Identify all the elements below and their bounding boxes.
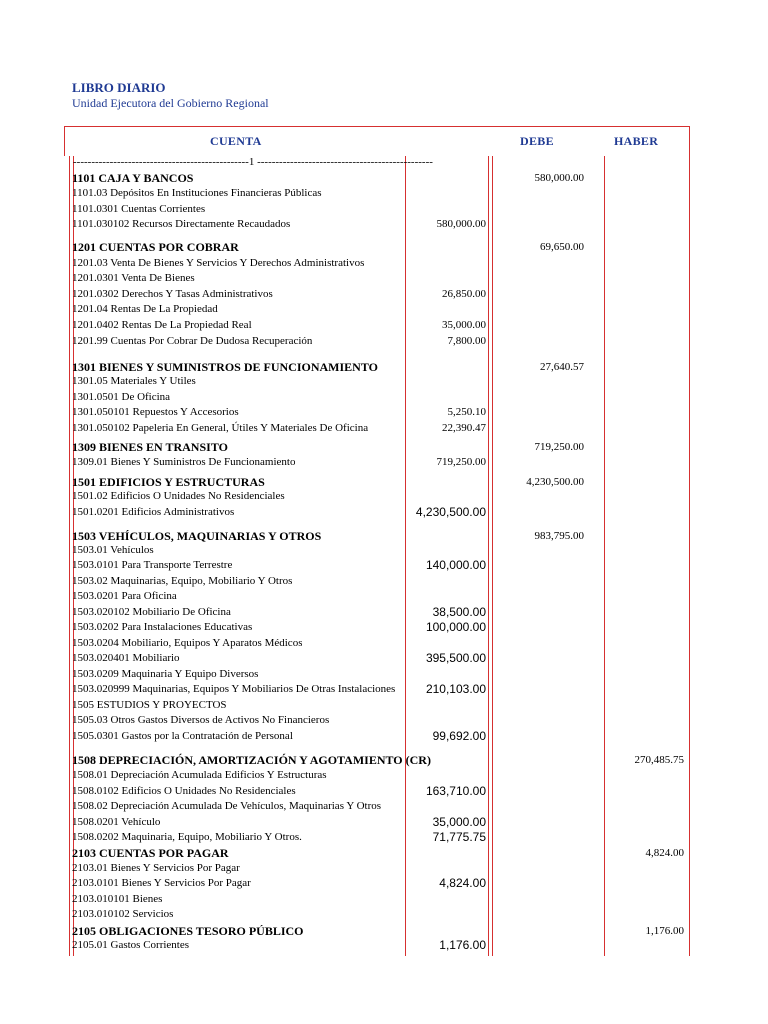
account-description: 1501 EDIFICIOS Y ESTRUCTURAS [72,475,265,489]
partial-amount: 210,103.00 [425,682,486,696]
account-detail-row [72,938,690,953]
account-description: 1503.0202 Para Instalaciones Educativas [72,621,253,633]
account-detail-row [72,682,690,697]
account-description: 1301.05 Materiales Y Utiles [72,375,196,387]
account-detail-row [72,202,690,217]
debe-amount: 719,250.00 [534,441,584,453]
account-detail-row [72,784,690,799]
account-detail-row [72,605,690,620]
partial-amount: 99,692.00 [432,729,486,743]
account-header-row [72,528,690,544]
table-left-border [64,126,65,156]
account-detail-row [72,318,690,333]
account-detail-row [72,421,690,436]
table-top-border [64,126,690,127]
account-detail-row [72,667,690,682]
account-description: 1505.0301 Gastos por la Contratación de Personal [72,730,293,742]
account-detail-row [72,505,690,520]
debe-amount: 69,650.00 [540,241,584,253]
account-header-row [72,439,690,455]
account-description: 1101.030102 Recursos Directamente Recaudados [72,218,291,230]
account-description: 1503.0101 Para Transporte Terrestre [72,559,233,571]
partial-amount: 395,500.00 [425,651,486,665]
account-detail-row [72,815,690,830]
account-detail-row [72,876,690,891]
account-detail-row [72,636,690,651]
partial-amount: 5,250.10 [447,406,486,418]
account-description: 1503.020102 Mobiliario De Oficina [72,606,231,618]
account-detail-row [72,651,690,666]
account-description: 1301.050102 Papeleria En General, Útiles Y Materiales De Oficina [72,422,369,434]
account-description: 1508.02 Depreciación Acumulada De Vehículos, Maquinarias Y Otros [72,800,382,812]
account-detail-row [72,620,690,635]
account-detail-row [72,830,690,845]
account-description: 2103.010102 Servicios [72,908,174,920]
account-description: 1201.03 Venta De Bienes Y Servicios Y Derechos Administrativos [72,257,365,269]
account-description: 2103.010101 Bienes [72,893,163,905]
account-description: 1503.0201 Para Oficina [72,590,177,602]
account-description: 1501.02 Edificios O Unidades No Residenciales [72,490,285,502]
account-detail-row [72,489,690,504]
table-inner-left-border [69,156,70,956]
column-header-haber: HABER [614,134,659,148]
account-description: 1508.0201 Vehículo [72,816,161,828]
account-detail-row [72,374,690,389]
haber-amount: 270,485.75 [634,754,684,766]
haber-amount: 1,176.00 [645,925,684,937]
document-title: LIBRO DIARIO [72,80,166,95]
debe-amount: 580,000.00 [534,172,584,184]
account-detail-row [72,543,690,558]
partial-amount: 719,250.00 [436,456,486,468]
account-detail-row [72,907,690,922]
account-detail-row [72,302,690,317]
account-description: 1201.0301 Venta De Bienes [72,272,195,284]
account-detail-row [72,729,690,744]
account-header-row [72,474,690,490]
debe-amount: 983,795.00 [534,530,584,542]
account-detail-row [72,768,690,783]
account-description: 1301 BIENES Y SUMINISTROS DE FUNCIONAMIENTO [72,360,378,374]
account-detail-row [72,574,690,589]
account-description: 1508 DEPRECIACIÓN, AMORTIZACIÓN Y AGOTAMIENTO (CR) [72,753,431,767]
partial-amount: 100,000.00 [425,620,486,634]
account-detail-row [72,799,690,814]
account-header-row [72,845,690,861]
account-description: 1503.0204 Mobiliario, Equipos Y Aparatos Médicos [72,637,303,649]
partial-amount: 1,176.00 [439,938,486,952]
account-description: 1301.0501 De Oficina [72,391,171,403]
account-description: 1101.0301 Cuentas Corrientes [72,203,206,215]
partial-amount: 38,500.00 [432,605,486,619]
account-detail-row [72,589,690,604]
account-description: 1505.03 Otros Gastos Diversos de Activos No Financieros [72,714,330,726]
account-description: 1505 ESTUDIOS Y PROYECTOS [72,699,227,711]
document-subtitle: Unidad Ejecutora del Gobierno Regional [72,96,269,110]
partial-amount: 26,850.00 [442,288,486,300]
column-header-debe: DEBE [520,134,554,148]
account-description: 1501.0201 Edificios Administrativos [72,506,235,518]
account-header-row [72,923,690,939]
account-description: 1301.050101 Repuestos Y Accesorios [72,406,239,418]
account-description: 1201.0302 Derechos Y Tasas Administrativos [72,288,273,300]
account-description: 1503.02 Maquinarias, Equipo, Mobiliario Y Otros [72,575,293,587]
account-detail-row [72,861,690,876]
account-header-row [72,752,690,768]
account-description: 1503.01 Vehículos [72,544,154,556]
account-description: 2103 CUENTAS POR PAGAR [72,846,229,860]
partial-amount: 71,775.75 [432,830,486,844]
account-description: 1309 BIENES EN TRANSITO [72,440,228,454]
partial-amount: 580,000.00 [436,218,486,230]
account-description: 1503 VEHÍCULOS, MAQUINARIAS Y OTROS [72,529,322,543]
partial-amount: 140,000.00 [425,558,486,572]
account-detail-row [72,256,690,271]
account-description: 1309.01 Bienes Y Suministros De Funcionamiento [72,456,296,468]
account-detail-row [72,405,690,420]
account-detail-row [72,186,690,201]
account-description: 1503.0209 Maquinaria Y Equipo Diversos [72,668,259,680]
account-detail-row [72,390,690,405]
partial-amount: 35,000.00 [432,815,486,829]
debe-amount: 4,230,500.00 [526,476,584,488]
account-detail-row [72,271,690,286]
partial-amount: 7,800.00 [447,335,486,347]
debe-amount: 27,640.57 [540,361,584,373]
partial-amount: 163,710.00 [425,784,486,798]
account-description: 1101 CAJA Y BANCOS [72,171,194,185]
account-description: 1508.0202 Maquinaria, Equipo, Mobiliario Y Otros. [72,831,302,843]
account-description: 1503.020999 Maquinarias, Equipos Y Mobiliarios De Otras Instalaciones [72,683,396,695]
account-detail-row [72,558,690,573]
account-detail-row [72,455,690,470]
account-description: 1508.0102 Edificios O Unidades No Residenciales [72,785,296,797]
account-description: 1201 CUENTAS POR COBRAR [72,240,239,254]
account-detail-row [72,713,690,728]
account-description: 2105 OBLIGACIONES TESORO PÚBLICO [72,924,304,938]
account-header-row [72,239,690,255]
account-description: 1201.99 Cuentas Por Cobrar De Dudosa Recuperación [72,335,313,347]
account-header-row [72,170,690,186]
partial-amount: 22,390.47 [442,422,486,434]
partial-amount: 4,824.00 [439,876,486,890]
account-detail-row [72,287,690,302]
column-header-cuenta: CUENTA [210,134,262,148]
haber-amount: 4,824.00 [645,847,684,859]
account-detail-row [72,892,690,907]
account-description: 2103.01 Bienes Y Servicios Por Pagar [72,862,240,874]
account-description: 1201.04 Rentas De La Propiedad [72,303,218,315]
account-description: 1101.03 Depósitos En Instituciones Financieras Públicas [72,187,322,199]
account-detail-row [72,334,690,349]
account-description: 1503.020401 Mobiliario [72,652,180,664]
account-header-row [72,359,690,375]
account-detail-row [72,698,690,713]
account-description: 2105.01 Gastos Corrientes [72,939,190,951]
account-description: 1508.01 Depreciación Acumulada Edificios Y Estructuras [72,769,327,781]
entry-separator: ------------------------------------------------1 ------------------------------------------------ [73,156,433,168]
partial-amount: 4,230,500.00 [415,505,486,519]
account-description: 2103.0101 Bienes Y Servicios Por Pagar [72,877,251,889]
partial-amount: 35,000.00 [442,319,486,331]
account-detail-row [72,217,690,232]
account-description: 1201.0402 Rentas De La Propiedad Real [72,319,252,331]
